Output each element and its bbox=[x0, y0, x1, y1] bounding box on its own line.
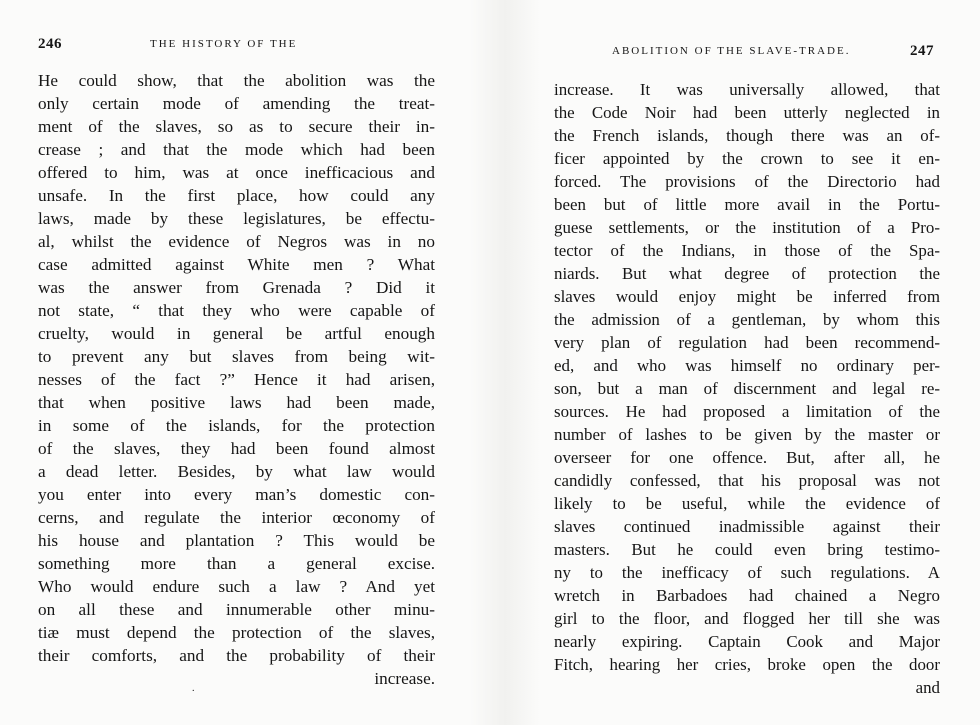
text-line: He could show, that the abolition was the bbox=[38, 71, 435, 90]
text-line: case admitted against White men ? What bbox=[38, 255, 435, 274]
text-line: something more than a general excise. bbox=[38, 554, 435, 573]
text-line: been but of little more avail in the Portu- bbox=[554, 195, 940, 214]
text-line: masters. But he could even bring testimo- bbox=[554, 540, 940, 559]
text-line: Who would endure such a law ? And yet bbox=[38, 577, 435, 596]
left-running-head: THE HISTORY OF THE bbox=[150, 38, 298, 50]
text-line: al, whilst the evidence of Negros was in no bbox=[38, 232, 435, 251]
left-page bbox=[0, 0, 470, 725]
text-line: very plan of regulation had been recommend- bbox=[554, 333, 940, 352]
text-line: sources. He had proposed a limitation of the bbox=[554, 402, 940, 421]
text-line: tector of the Indians, in those of the Spa- bbox=[554, 241, 940, 260]
text-line: slaves continued inadmissible against their bbox=[554, 517, 940, 536]
left-page-text bbox=[38, 69, 435, 690]
text-line: ficer appointed by the crown to see it en- bbox=[554, 149, 940, 168]
text-line: forced. The provisions of the Directorio had bbox=[554, 172, 940, 191]
text-line: a dead letter. Besides, by what law would bbox=[38, 462, 435, 481]
text-line: their comforts, and the probability of their bbox=[38, 646, 435, 665]
text-line: on all these and innumerable other minu- bbox=[38, 600, 435, 619]
text-line: in some of the islands, for the protection bbox=[38, 416, 435, 435]
text-line: his house and plantation ? This would be bbox=[38, 531, 435, 550]
text-line: ment of the slaves, so as to secure their in- bbox=[38, 117, 435, 136]
text-line: nesses of the fact ?” Hence it had arisen, bbox=[38, 370, 435, 389]
book-gutter bbox=[470, 0, 540, 725]
right-page-number: 247 bbox=[910, 43, 934, 59]
right-running-head: ABOLITION OF THE SLAVE-TRADE. bbox=[612, 45, 851, 57]
text-line: cerns, and regulate the interior œconomy of bbox=[38, 508, 435, 527]
text-line: crease ; and that the mode which had been bbox=[38, 140, 435, 159]
text-line: Fitch, hearing her cries, broke open the door bbox=[554, 655, 940, 674]
print-mark: . bbox=[192, 683, 195, 694]
text-line: guese settlements, or the institution of a Pro- bbox=[554, 218, 940, 237]
text-line: girl to the floor, and flogged her till she was bbox=[554, 609, 940, 628]
text-line: cruelty, would in general be artful enough bbox=[38, 324, 435, 343]
text-line: candidly confessed, that his proposal was not bbox=[554, 471, 940, 490]
text-line: the admission of a gentleman, by whom this bbox=[554, 310, 940, 329]
text-line: not state, “ that they who were capable of bbox=[38, 301, 435, 320]
text-line: slaves would enjoy might be inferred from bbox=[554, 287, 940, 306]
text-line: increase. It was universally allowed, that bbox=[554, 80, 940, 99]
text-line: likely to be useful, while the evidence of bbox=[554, 494, 940, 513]
text-line: laws, made by these legislatures, be effectu- bbox=[38, 209, 435, 228]
text-line: ed, and who was himself no ordinary per- bbox=[554, 356, 940, 375]
text-line: and bbox=[915, 678, 940, 697]
text-line: offered to him, was at once inefficacious and bbox=[38, 163, 435, 182]
text-line: the French islands, though there was an of- bbox=[554, 126, 940, 145]
text-line: the Code Noir had been utterly neglected in bbox=[554, 103, 940, 122]
text-line: to prevent any but slaves from being wit- bbox=[38, 347, 435, 366]
text-line: you enter into every man’s domestic con- bbox=[38, 485, 435, 504]
text-line: increase. bbox=[374, 669, 435, 688]
text-line: was the answer from Grenada ? Did it bbox=[38, 278, 435, 297]
text-line: number of lashes to be given by the master or bbox=[554, 425, 940, 444]
left-page-number: 246 bbox=[38, 36, 62, 52]
text-line: niards. But what degree of protection the bbox=[554, 264, 940, 283]
text-line: that when positive laws had been made, bbox=[38, 393, 435, 412]
text-line: of the slaves, they had been found almost bbox=[38, 439, 435, 458]
text-line: tiæ must depend the protection of the slaves, bbox=[38, 623, 435, 642]
right-page-text bbox=[554, 78, 940, 699]
text-line: unsafe. In the first place, how could any bbox=[38, 186, 435, 205]
text-line: only certain mode of amending the treat- bbox=[38, 94, 435, 113]
text-line: wretch in Barbadoes had chained a Negro bbox=[554, 586, 940, 605]
right-page bbox=[540, 0, 980, 725]
text-line: nearly expiring. Captain Cook and Major bbox=[554, 632, 940, 651]
text-line: ny to the inefficacy of such regulations. A bbox=[554, 563, 940, 582]
text-line: overseer for one offence. But, after all, he bbox=[554, 448, 940, 467]
text-line: son, but a man of discernment and legal re- bbox=[554, 379, 940, 398]
